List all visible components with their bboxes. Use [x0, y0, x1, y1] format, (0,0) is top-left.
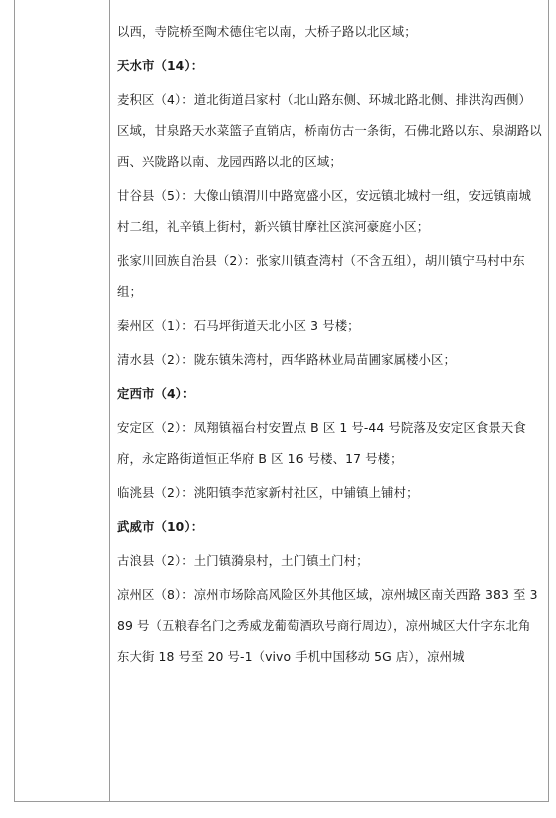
paragraph-lintao: 临洮县（2）：洮阳镇李范家新村社区，中铺镇上铺村； [117, 485, 419, 500]
left-empty-cell [15, 0, 110, 801]
paragraph-maiji: 麦积区（4）：道北街道吕家村（北山路东侧、环城北路北侧、排洪沟西侧）区域，甘泉路天水菜篮子直销店，桥南仿古一条街，石佛北路以东、泉湖路以西、兴陇路以南、龙园西路以北的区域； [117, 92, 542, 169]
content-cell [111, 0, 548, 801]
paragraph-liangzhou: 凉州区（8）：凉州市场除高风险区外其他区域，凉州城区南关西路 383 至 389 号（五粮春名门之秀威龙葡萄酒玖号商行周边），凉州城区大什字东北角东大街 18 号至 20 号-1（vivo 手机中国移动 5G 店），凉州城 [117, 587, 538, 664]
paragraph-qingshui: 清水县（2）：陇东镇朱湾村，西华路林业局苗圃家属楼小区； [117, 352, 457, 367]
heading-dingxi: 定西市（4）： [117, 386, 195, 401]
heading-tianshui: 天水市（14）： [117, 58, 204, 73]
paragraph-zhangjiachuan: 张家川回族自治县（2）：张家川镇查湾村（不含五组），胡川镇宁马村中东组； [117, 253, 525, 299]
paragraph-gulang: 古浪县（2）：土门镇漪泉村，土门镇土门村； [117, 553, 369, 568]
paragraph-gangu: 甘谷县（5）：大像山镇渭川中路宽盛小区，安远镇北城村一组，安远镇南城村二组，礼辛镇上街村，新兴镇甘摩社区滨河豪庭小区； [117, 188, 531, 234]
table-frame [14, 0, 549, 802]
paragraph-continuation: 以西，寺院桥至陶术德住宅以南，大桥子路以北区域； [117, 24, 417, 39]
paragraph-qinzhou: 秦州区（1）：石马坪街道天北小区 3 号楼； [117, 318, 360, 333]
heading-wuwei: 武威市（10）： [117, 519, 204, 534]
paragraph-anding: 安定区（2）：凤翔镇福台村安置点 B 区 1 号-44 号院落及安定区食景天食府，永定路街道恒正华府 B 区 16 号楼、17 号楼； [117, 420, 526, 466]
